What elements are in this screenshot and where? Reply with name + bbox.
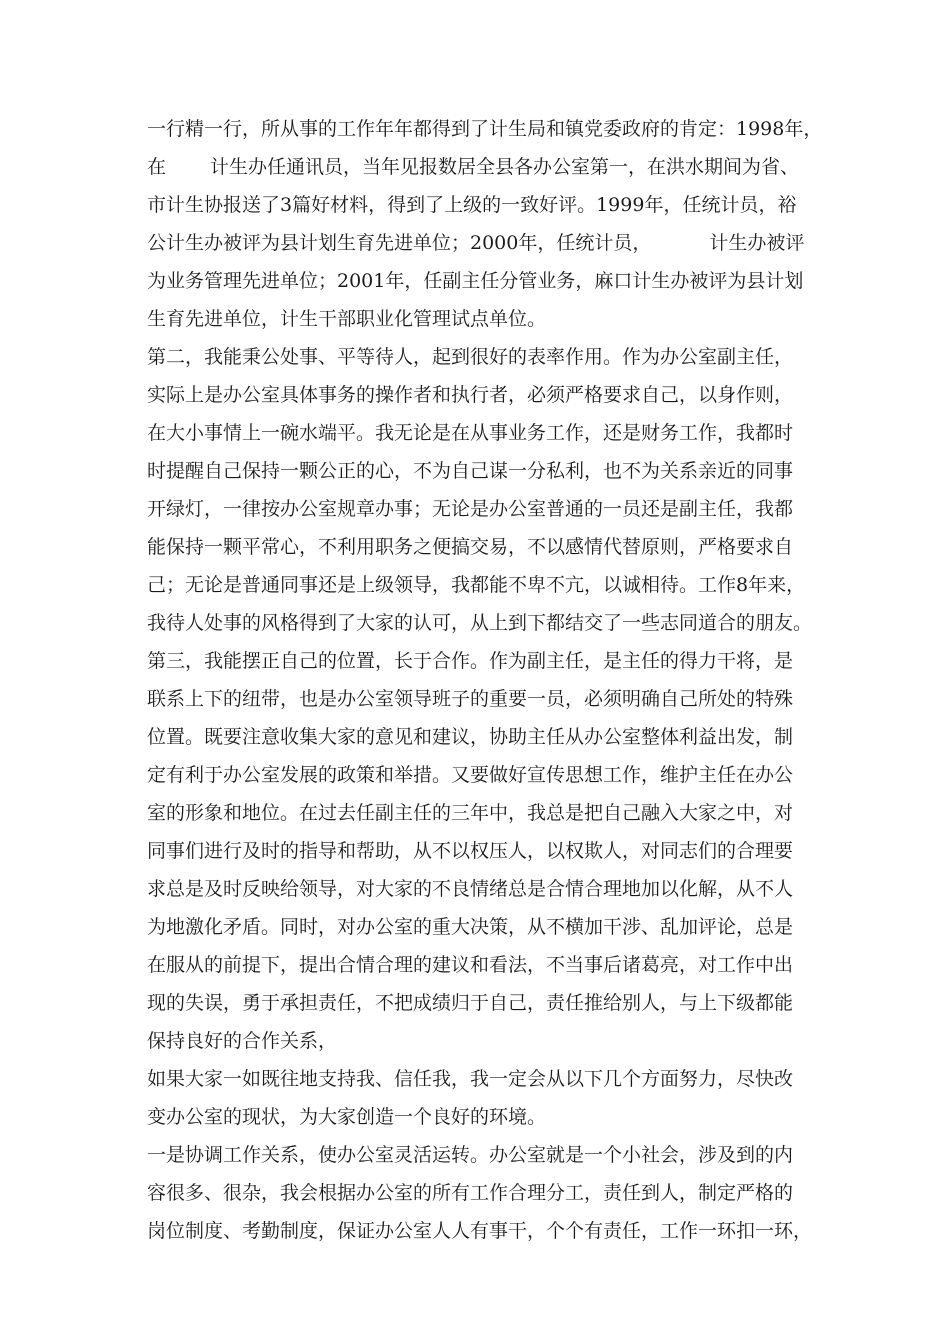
text-line: 求总是及时反映给领导，对大家的不良情绪总是合情合理地加以化解，从不人 — [147, 878, 794, 900]
text-line: 一行精一行，所从事的工作年年都得到了计生局和镇党委政府的肯定：1998年， — [147, 118, 823, 140]
text-line: 时提醒自己保持一颗公正的心，不为自己谋一分私利，也不为关系亲近的同事 — [147, 460, 794, 482]
text-line: 如果大家一如既往地支持我、信任我，我一定会从以下几个方面努力，尽快改 — [147, 1068, 794, 1090]
text-line: 第二，我能秉公处事、平等待人，起到很好的表率作用。作为办公室副主任， — [147, 346, 794, 368]
text-line — [147, 231, 827, 255]
text-line: 实际上是办公室具体事务的操作者和执行者，必须严格要求自己，以身作则， — [147, 384, 794, 406]
text-line: 一是协调工作关系，使办公室灵活运转。办公室就是一个小社会，涉及到的内 — [147, 1144, 794, 1166]
text-line: 联系上下的纽带，也是办公室领导班子的重要一员，必须明确自己所处的特殊 — [147, 688, 794, 710]
text-line: 在服从的前提下，提出合情合理的建议和看法，不当事后诸葛亮，对工作中出 — [147, 954, 794, 976]
text-line: 市计生协报送了3篇好材料，得到了上级的一致好评。1999年，任统计员，裕 — [147, 194, 797, 216]
text-line: 为地激化矛盾。同时，对办公室的重大决策，从不横加干涉、乱加评论，总是 — [147, 916, 794, 938]
text-line: 室的形象和地位。在过去任副主任的三年中，我总是把自己融入大家之中，对 — [147, 802, 794, 824]
text-line: 为业务管理先进单位；2001年，任副主任分管业务，麻口计生办被评为县计划 — [147, 270, 804, 292]
text-line: 现的失误，勇于承担责任，不把成绩归于自己，责任推给别人，与上下级都能 — [147, 992, 794, 1014]
text-fragment: 计生办被评 — [709, 232, 805, 254]
text-line: 同事们进行及时的指导和帮助，从不以权压人，以权欺人，对同志们的合理要 — [147, 840, 794, 862]
text-line: 岗位制度、考勤制度，保证办公室人人有事干，个个有责任，工作一环扣一环， — [147, 1220, 813, 1242]
text-line: 变办公室的现状，为大家创造一个良好的环境。 — [147, 1106, 547, 1128]
text-line: 位置。既要注意收集大家的意见和建议，协助主任从办公室整体利益出发，制 — [147, 726, 794, 748]
text-line: 定有利于办公室发展的政策和举措。又要做好宣传思想工作，维护主任在办公 — [147, 764, 794, 786]
text-fragment: 计生办任通讯员，当年见报数居全县各办公室第一，在洪水期间为省、 — [210, 156, 800, 178]
text-line: 第三，我能摆正自己的位置，长于合作。作为副主任，是主任的得力干将，是 — [147, 650, 794, 672]
text-fragment: 在 — [147, 156, 167, 178]
text-line: 能保持一颗平常心，不利用职务之便搞交易，不以感情代替原则，严格要求自 — [147, 536, 794, 558]
text-fragment: 公计生办被评为县计划生育先进单位；2000年，任统计员， — [147, 232, 652, 254]
text-line: 保持良好的合作关系， — [147, 1030, 338, 1052]
text-line: 在大小事情上一碗水端平。我无论是在从事业务工作，还是财务工作，我都时 — [147, 422, 794, 444]
text-line: 生育先进单位，计生干部职业化管理试点单位。 — [147, 308, 547, 330]
text-line — [147, 155, 827, 179]
text-line: 我待人处事的风格得到了大家的认可，从上到下都结交了一些志同道合的朋友。 — [147, 612, 813, 634]
text-line: 己；无论是普通同事还是上级领导，我都能不卑不亢，以诚相待。工作8年来， — [147, 574, 806, 596]
text-line: 开绿灯，一律按办公室规章办事；无论是办公室普通的一员还是副主任，我都 — [147, 498, 794, 520]
text-line: 容很多、很杂，我会根据办公室的所有工作合理分工，责任到人，制定严格的 — [147, 1182, 794, 1204]
